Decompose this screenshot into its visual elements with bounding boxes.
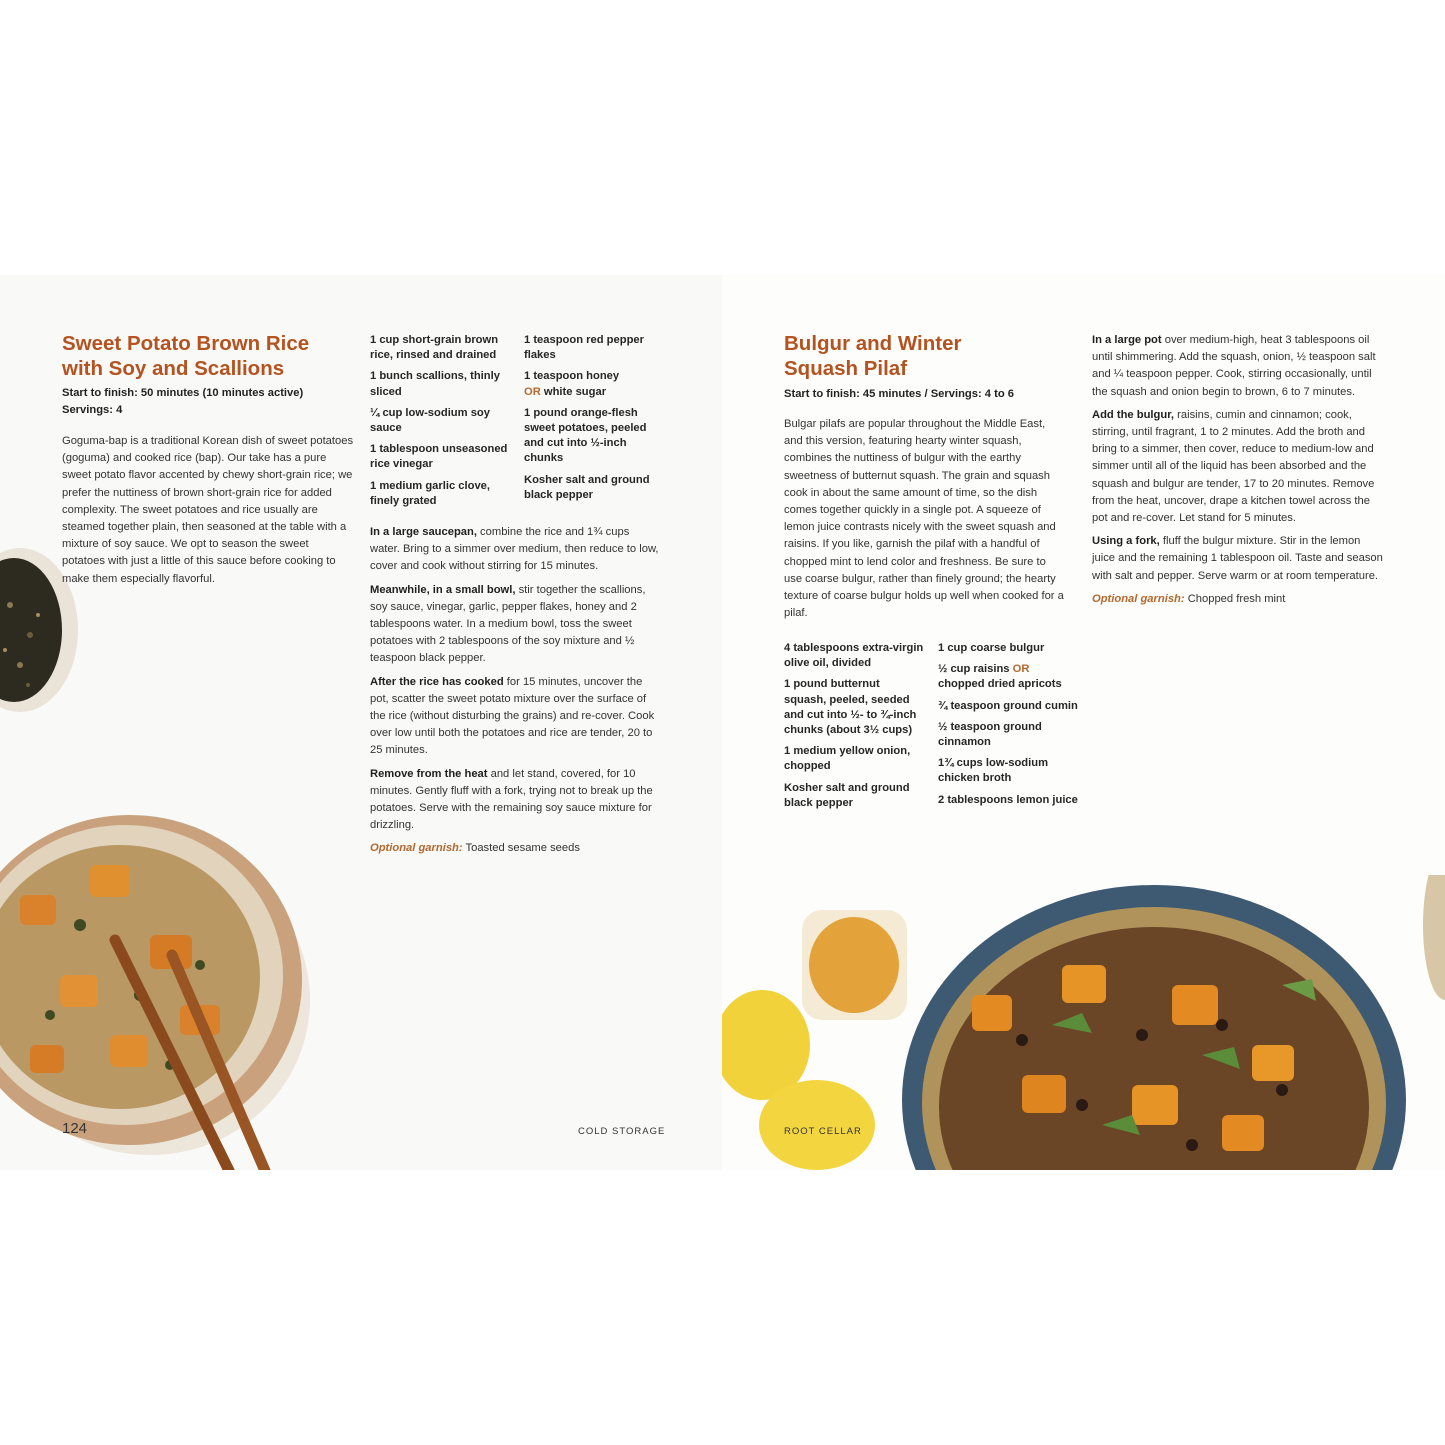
recipe-steps — [370, 524, 660, 864]
step: In a large saucepan, combine the rice and 1¾ cups water. Bring to a simmer over medium, then reduce to low, cover and cook without stirring for 15 minutes. — [370, 526, 659, 573]
left-title-block — [62, 331, 309, 381]
start-to-finish: Start to finish: 50 minutes (10 minutes active) — [62, 387, 304, 399]
ingredient: ½ teaspoon ground cinnamon — [938, 720, 1042, 749]
ingredients-column-1 — [370, 333, 510, 515]
page-number: 124 — [62, 1120, 88, 1137]
ingredient: 1 medium garlic clove, finely grated — [370, 479, 491, 507]
ingredient: 1¾ cups low-sodium chicken broth — [938, 757, 1049, 785]
step: Remove from the heat and let stand, covered, for 10 minutes. Gently fluff with a fork, trying not to break up the potatoes. Serve with the remaining soy sauce mixture for drizzling. — [370, 767, 653, 832]
ingredient: 1 teaspoon red pepper flakes — [524, 334, 644, 362]
or-label: OR — [1012, 663, 1030, 676]
ingredient: ¾ teaspoon ground cumin — [938, 699, 1078, 712]
recipe-meta: Start to finish: 45 minutes / Servings: 4 to 6 — [784, 388, 1015, 400]
recipe-meta — [62, 385, 352, 419]
ingredient: 1 pound butternut squash, peeled, seeded and cut into ½- to ¾-inch chunks (about 3½ cups) — [784, 678, 917, 737]
recipe-steps — [1092, 332, 1384, 614]
ingredient: ½ cup raisins OR chopped dried apricots — [938, 663, 1062, 691]
ingredients-column-2 — [938, 641, 1078, 814]
servings: Servings: 4 — [62, 404, 123, 416]
recipe-intro: Bulgar pilafs are popular throughout the Middle East, and this version, featuring hearty winter squash, combines the nuttiness of bulgur with the earthy sweetness of butternut squash. The grain and squash cook in about the same amount of time, so the dish comes together quickly in a single pot. A squeeze of lemon juice contrasts nicely with the sweet squash and raisins. If you like, garnish the pilaf with a handful of chopped mint to lend color and freshness. Be sure to use coarse bulgur, rather than finely ground; the hearty texture of coarse bulgur holds up well when cooked for a pilaf. — [784, 418, 1064, 620]
ingredient: 1 teaspoon honey OR white sugar — [524, 370, 620, 398]
step: Meanwhile, in a small bowl, stir together the scallions, soy sauce, vinegar, garlic, pepper flakes, honey and 2 tablespoons water. In a medium bowl, toss the sweet potatoes with 2 tablespoons of the soy mixture and ½ teaspoon black pepper. — [370, 583, 646, 665]
recipe-title: Bulgur and Winter Squash Pilaf — [784, 332, 962, 380]
or-label: OR — [524, 385, 541, 398]
step: Using a fork, fluff the bulgur mixture. Stir in the lemon juice and the remaining 1 tablespoon oil. Taste and season with salt and pepper. Serve warm or at room temperature. — [1092, 535, 1383, 582]
ingredient: 2 tablespoons lemon juice — [938, 793, 1078, 806]
ingredient: 1 medium yellow onion, chopped — [784, 745, 911, 773]
recipe-title: Sweet Potato Brown Rice with Soy and Scallions — [62, 332, 310, 380]
left-page — [0, 275, 722, 1170]
garnish: Optional garnish: Chopped fresh mint — [1092, 592, 1286, 605]
ingredient: 1 pound orange-flesh sweet potatoes, peeled and cut into ½-inch chunks — [524, 406, 647, 465]
ingredient: 1 bunch scallions, thinly sliced — [370, 370, 500, 398]
ingredient: 1 cup short-grain brown rice, rinsed and drained — [370, 334, 499, 362]
step: After the rice has cooked for 15 minutes, uncover the pot, scatter the sweet potato mixture over the surface of the rice (without disturbing the grains) and re-cover. Cook over low until both the potatoes and rice are tender, 20 to 25 minutes. — [370, 675, 655, 757]
ingredient: Kosher salt and ground black pepper — [524, 473, 650, 501]
step: In a large pot over medium-high, heat 3 tablespoons oil until shimmering. Add the squash, onion, ½ teaspoon salt and ¼ teaspoon pepper. Cook, stirring occasionally, until the squash and onion begin to brown, 6 to 7 minutes. — [1092, 334, 1376, 398]
ingredient: Kosher salt and ground black pepper — [784, 781, 910, 809]
right-title-block — [784, 331, 961, 381]
ingredient: 1 tablespoon unseasoned rice vinegar — [370, 443, 508, 471]
book-spread — [0, 275, 1445, 1170]
ingredients-column-1 — [784, 641, 924, 817]
running-head: COLD STORAGE — [578, 1126, 666, 1137]
running-head: ROOT CELLAR — [784, 1126, 862, 1137]
ingredient: 4 tablespoons extra-virgin olive oil, divided — [784, 642, 924, 670]
recipe-intro: Goguma-bap is a traditional Korean dish of sweet potatoes (goguma) and cooked rice (bap). Our take has a pure sweet potato flavor accented by chewy short-grain rice; we prefer the nuttiness of brown short-grain rice for added complexity. The sweet potatoes and rice usually are steamed together plain, then seasoned at the table with a mixture of soy sauce. We opt to season the sweet potatoes with just a little of this sauce before cooking to make them especially flavorful. — [62, 435, 354, 585]
garnish: Optional garnish: Toasted sesame seeds — [370, 842, 580, 855]
right-page — [722, 275, 1445, 1170]
step: Add the bulgur, raisins, cumin and cinnamon; cook, stirring, until fragrant, 1 to 2 minutes. Add the broth and bring to a simmer, then cover, reduce to medium-low and simmer until all of the liquid has been absorbed and the squash and bulgur are tender, 17 to 20 minutes. Remove from the heat, uncover, drape a kitchen towel across the pot and re-cover. Let stand for 5 minutes. — [1092, 408, 1375, 525]
ingredients-column-2 — [524, 333, 652, 509]
ingredient: ¼ cup low-sodium soy sauce — [370, 406, 490, 435]
sweet-potato-rice-bowl-image — [0, 745, 330, 1170]
ingredient: 1 cup coarse bulgur — [938, 642, 1045, 654]
